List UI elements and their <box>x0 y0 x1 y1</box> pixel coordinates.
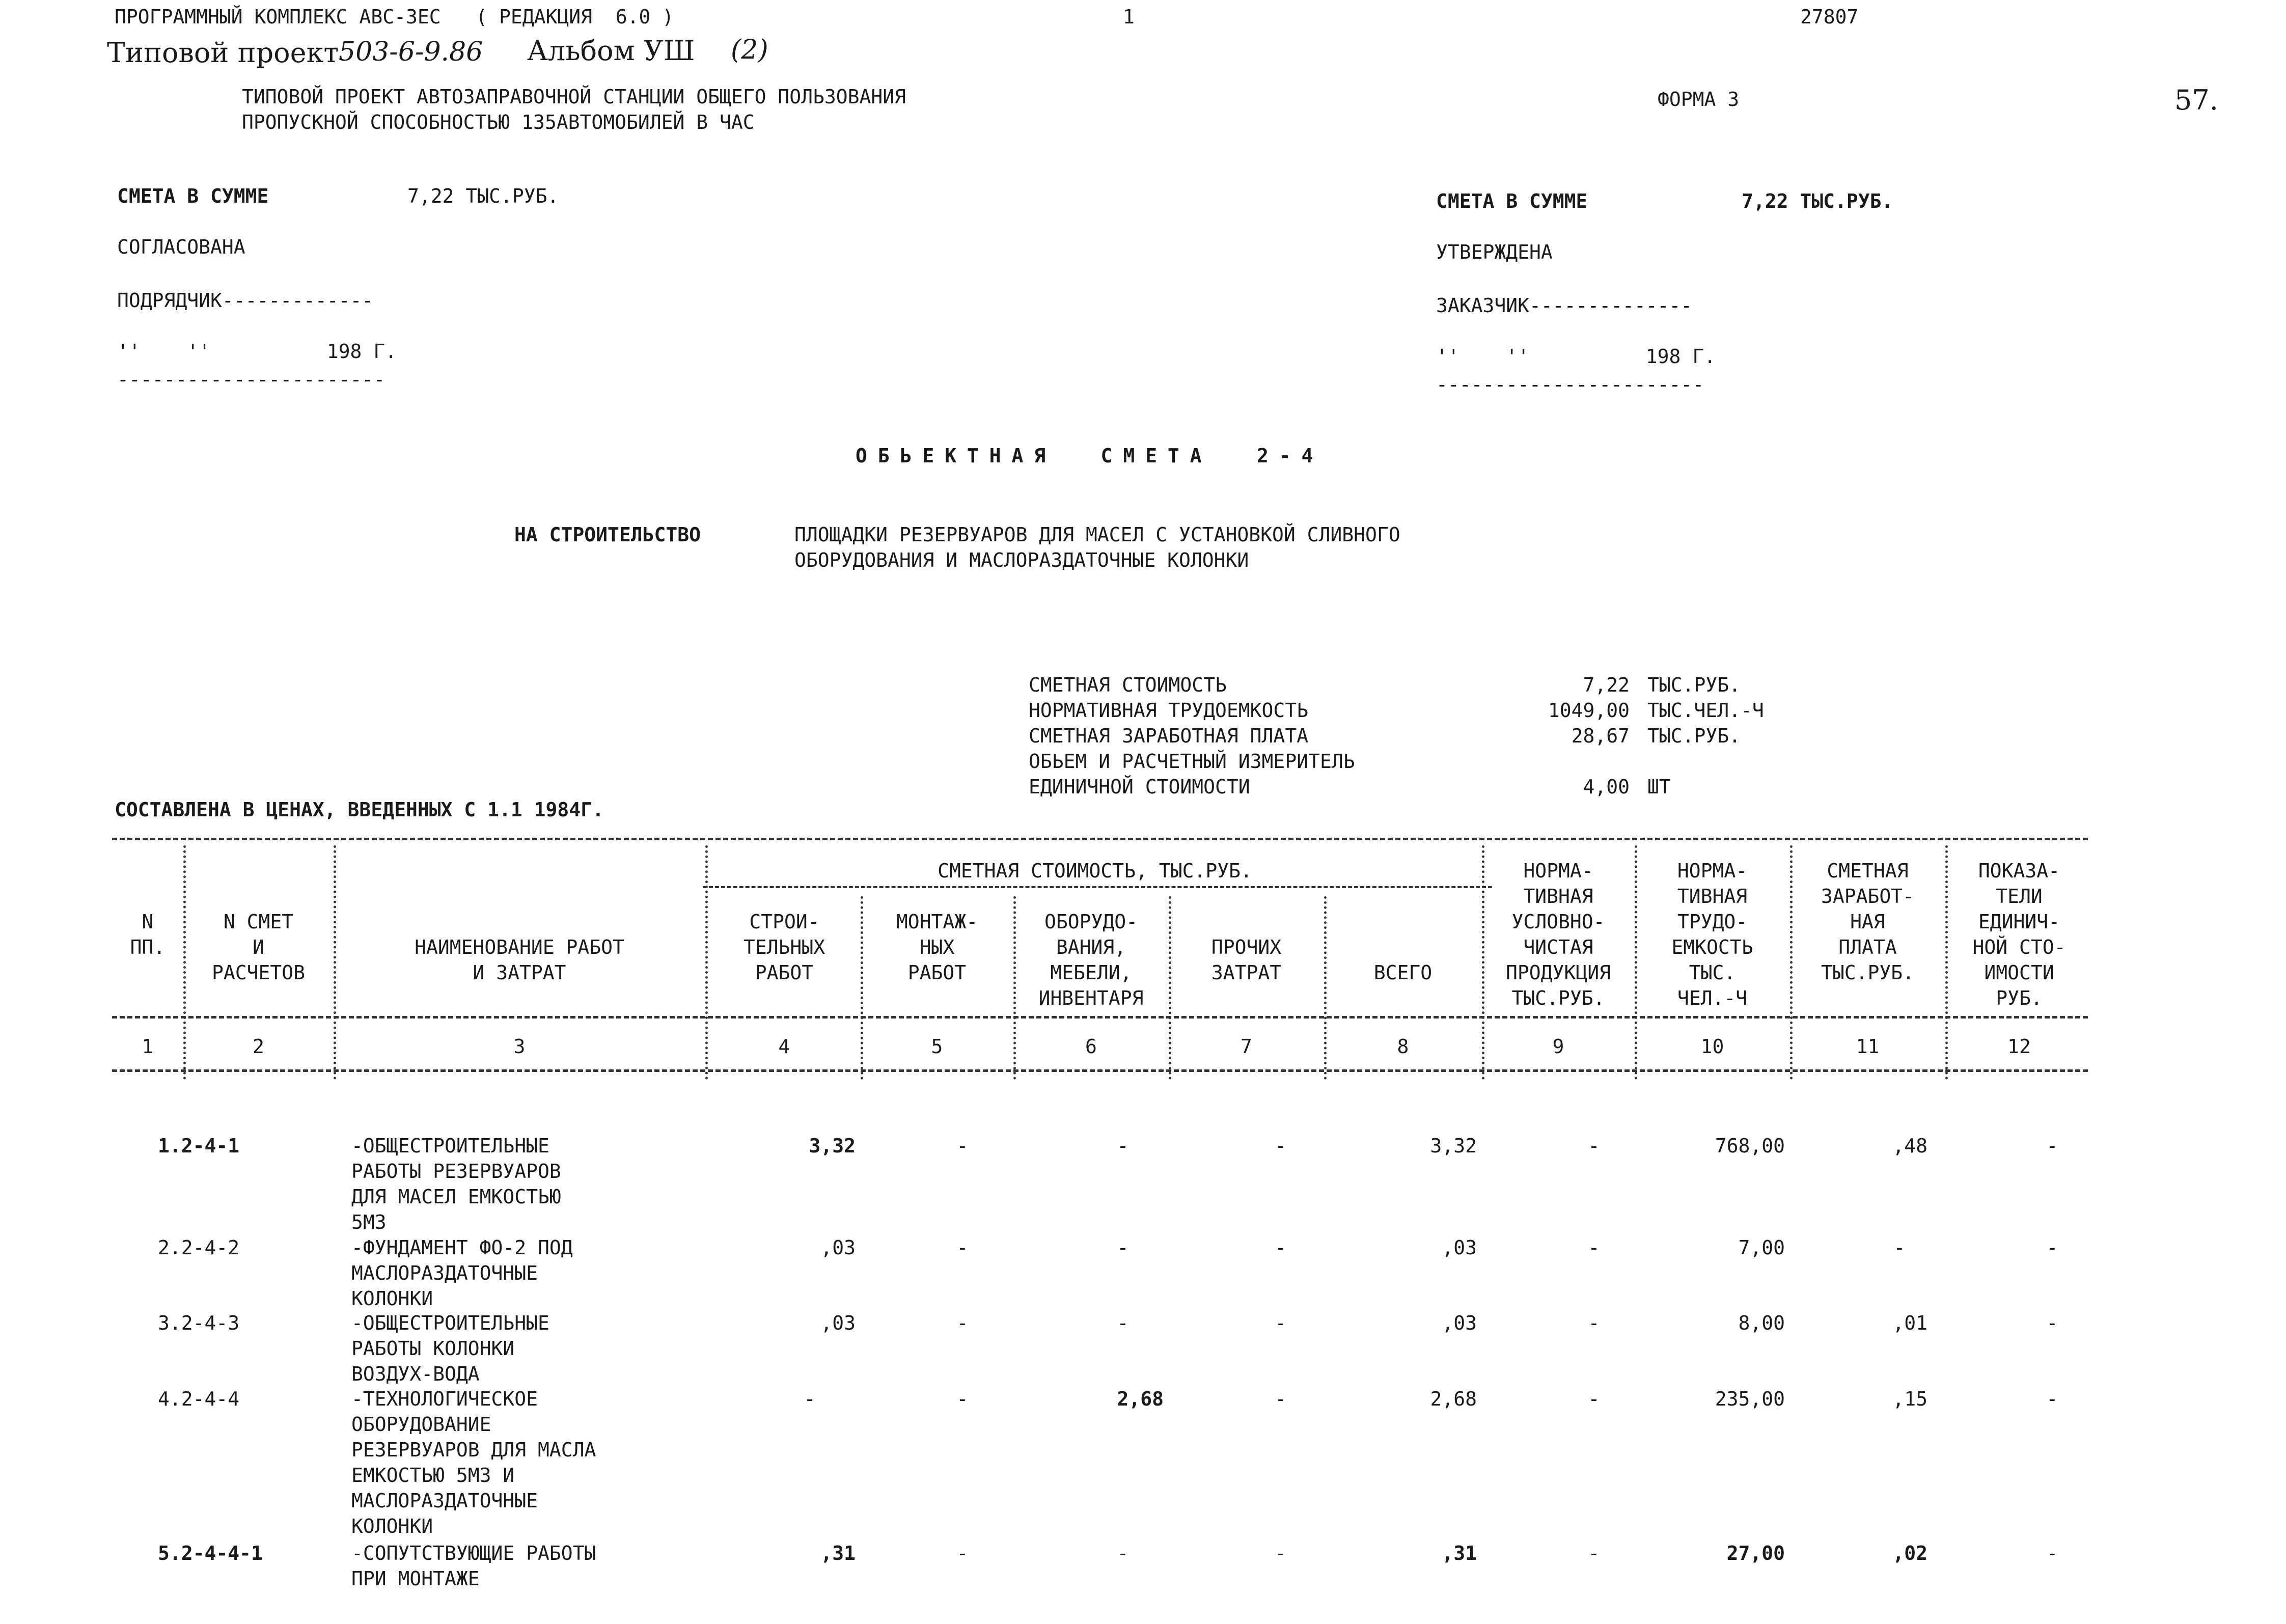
software-line: ПРОГРАММНЫЙ КОМПЛЕКС АВС-ЗЕС ( РЕДАКЦИЯ 6.0 ) <box>115 6 674 28</box>
cell-construction: ,03 <box>820 1312 856 1334</box>
cell-total: ,31 <box>1442 1542 1477 1564</box>
row-code: 5.2-4-4-1 <box>158 1542 263 1564</box>
cell-total: ,03 <box>1442 1236 1477 1259</box>
row-code: 2.2-4-2 <box>158 1236 240 1259</box>
cell-equipment: - <box>1117 1542 1129 1564</box>
right-date: '' '' 198 Г. <box>1436 345 1716 368</box>
summary-unit: ШТ <box>1647 776 1671 798</box>
cell-wages: ,01 <box>1892 1312 1927 1334</box>
summary-block <box>1029 672 1843 805</box>
col-num: 5 <box>931 1035 943 1058</box>
project-label: Типовой проект <box>107 37 339 69</box>
cell-equipment: - <box>1117 1135 1129 1157</box>
subject-line1: ПЛОЩАДКИ РЕЗЕРВУАРОВ ДЛЯ МАСЕЛ С УСТАНОВКОЙ СЛИВНОГО <box>794 524 1400 546</box>
cell-wages: ,02 <box>1892 1542 1927 1564</box>
cell-total: 3,32 <box>1430 1135 1477 1157</box>
cell-total: 2,68 <box>1430 1388 1477 1410</box>
col-head-7: ПРОЧИХ ЗАТРАТ <box>1211 936 1282 984</box>
cell-wages: ,15 <box>1892 1388 1927 1410</box>
col-head-10: НОРМА- ТИВНАЯ ТРУДО- ЕМКОСТЬ ТЫС. ЧЕЛ.-Ч <box>1671 860 1753 1009</box>
summary-unit: ТЫС.РУБ. <box>1647 725 1741 747</box>
cell-wages: - <box>1893 1236 1906 1259</box>
cell-labor: 7,00 <box>1738 1236 1785 1259</box>
left-party: ПОДРЯДЧИК------------- <box>117 289 374 312</box>
col-num: 3 <box>513 1035 526 1058</box>
cell-installation: - <box>956 1312 969 1334</box>
cell-other: - <box>1275 1236 1287 1259</box>
table-top-rule <box>112 838 2088 840</box>
form-label: ФОРМА 3 <box>1658 88 1740 111</box>
col-num: 12 <box>2007 1035 2031 1058</box>
cell-net-product: - <box>1588 1388 1600 1410</box>
left-sum-label: СМЕТА В СУММЕ <box>117 185 269 207</box>
table-row <box>0 1386 2286 1544</box>
cost-group-header: СМЕТНАЯ СТОИМОСТЬ, ТЫС.РУБ. <box>938 860 1252 882</box>
cell-construction: - <box>804 1388 816 1410</box>
cell-net-product: - <box>1588 1312 1600 1334</box>
col-head-6: ОБОРУДО- ВАНИЯ, МЕБЕЛИ, ИНВЕНТАРЯ <box>1038 911 1144 1009</box>
project-number: 503-6-9.86 <box>339 37 483 67</box>
album-label: Альбом УШ <box>527 35 695 67</box>
cell-construction: ,31 <box>820 1542 856 1564</box>
col-head-12: ПОКАЗА- ТЕЛИ ЕДИНИЧ- НОЙ СТО- ИМОСТИ РУБ. <box>1972 860 2066 1009</box>
prices-note: СОСТАВЛЕНА В ЦЕНАХ, ВВЕДЕННЫХ С 1.1 1984Г. <box>115 799 604 821</box>
left-sum-value: 7,22 ТЫС.РУБ. <box>407 185 559 207</box>
col-head-4: СТРОИ- ТЕЛЬНЫХ РАБОТ <box>743 911 825 984</box>
cell-construction: ,03 <box>820 1236 856 1259</box>
table-row <box>0 1235 2286 1311</box>
cell-unit-cost: - <box>2046 1236 2058 1259</box>
cell-other: - <box>1275 1312 1287 1334</box>
summary-value: 7,22 <box>1583 674 1630 696</box>
col-head-11: СМЕТНАЯ ЗАРАБОТ- НАЯ ПЛАТА ТЫС.РУБ. <box>1821 860 1915 984</box>
cell-other: - <box>1275 1388 1287 1410</box>
cell-net-product: - <box>1588 1236 1600 1259</box>
cell-total: ,03 <box>1442 1312 1477 1334</box>
col-head-5: МОНТАЖ- НЫХ РАБОТ <box>896 911 978 984</box>
col-num: 9 <box>1552 1035 1564 1058</box>
summary-label: ОБЬЕМ И РАСЧЕТНЫЙ ИЗМЕРИТЕЛЬ <box>1029 750 1355 773</box>
doc-code: 27807 <box>1800 6 1859 28</box>
album-part: (2) <box>731 35 768 65</box>
subject-prefix: НА СТРОИТЕЛЬСТВО <box>514 524 701 546</box>
cell-labor: 27,00 <box>1726 1542 1785 1564</box>
cell-wages: ,48 <box>1892 1135 1927 1157</box>
right-sum-label: СМЕТА В СУММЕ <box>1436 190 1588 212</box>
cell-equipment: 2,68 <box>1117 1388 1164 1410</box>
summary-unit: ТЫС.РУБ. <box>1647 674 1741 696</box>
cell-installation: - <box>956 1542 969 1564</box>
right-party: ЗАКАЗЧИК-------------- <box>1436 294 1693 317</box>
left-date: '' '' 198 Г. <box>117 340 397 363</box>
summary-value: 4,00 <box>1583 776 1630 798</box>
right-signature-line: ----------------------- <box>1436 373 1704 396</box>
col-num: 1 <box>142 1035 154 1058</box>
col-head-2: N СМЕТ И РАСЧЕТОВ <box>211 911 306 984</box>
project-title-line1: ТИПОВОЙ ПРОЕКТ АВТОЗАПРАВОЧНОЙ СТАНЦИИ ОБЩЕГО ПОЛЬЗОВАНИЯ <box>242 86 906 108</box>
summary-value: 28,67 <box>1571 725 1630 747</box>
row-name: -ОБЩЕСТРОИТЕЛЬНЫЕ РАБОТЫ КОЛОНКИ ВОЗДУХ-ВОДА <box>351 1312 549 1385</box>
cell-installation: - <box>956 1135 969 1157</box>
cell-installation: - <box>956 1388 969 1410</box>
cell-labor: 768,00 <box>1715 1135 1785 1157</box>
col-num: 11 <box>1856 1035 1880 1058</box>
right-status: УТВЕРЖДЕНА <box>1436 241 1553 263</box>
summary-label: СМЕТНАЯ ЗАРАБОТНАЯ ПЛАТА <box>1029 725 1309 747</box>
row-name: -ТЕХНОЛОГИЧЕСКОЕ ОБОРУДОВАНИЕ РЕЗЕРВУАРОВ ДЛЯ МАСЛА ЕМКОСТЬЮ 5М3 И МАСЛОРАЗДАТОЧНЫЕ КОЛОНКИ <box>351 1388 596 1537</box>
row-code: 4.2-4-4 <box>158 1388 240 1410</box>
cell-equipment: - <box>1117 1236 1129 1259</box>
cell-other: - <box>1275 1542 1287 1564</box>
left-signature-line: ----------------------- <box>117 368 385 391</box>
col-num: 7 <box>1241 1035 1252 1058</box>
project-title-line2: ПРОПУСКНОЙ СПОСОБНОСТЬЮ 135АВТОМОБИЛЕЙ В ЧАС <box>242 111 755 133</box>
left-status: СОГЛАСОВАНА <box>117 236 245 258</box>
page-number: 57. <box>2174 84 2218 116</box>
sheet-index: 1 <box>1123 6 1135 28</box>
col-num: 4 <box>778 1035 790 1058</box>
cell-unit-cost: - <box>2046 1388 2058 1410</box>
summary-label: СМЕТНАЯ СТОИМОСТЬ <box>1029 674 1227 696</box>
col-num: 8 <box>1397 1035 1409 1058</box>
cell-other: - <box>1275 1135 1287 1157</box>
col-num: 2 <box>253 1035 264 1058</box>
summary-label: НОРМАТИВНАЯ ТРУДОЕМКОСТЬ <box>1029 699 1309 722</box>
cell-construction: 3,32 <box>809 1135 856 1157</box>
cell-net-product: - <box>1588 1135 1600 1157</box>
cost-group-rule <box>703 886 1492 888</box>
document-title: ОБЬЕКТНАЯ СМЕТА 2-4 <box>856 445 1324 467</box>
summary-label: ЕДИНИЧНОЙ СТОИМОСТИ <box>1029 776 1250 798</box>
cell-labor: 8,00 <box>1738 1312 1785 1334</box>
right-sum-value: 7,22 ТЫС.РУБ. <box>1742 190 1893 212</box>
row-name: -ФУНДАМЕНТ ФО-2 ПОД МАСЛОРАЗДАТОЧНЫЕ КОЛОНКИ <box>351 1236 573 1310</box>
cell-unit-cost: - <box>2046 1542 2058 1564</box>
cell-unit-cost: - <box>2046 1312 2058 1334</box>
subject-line2: ОБОРУДОВАНИЯ И МАСЛОРАЗДАТОЧНЫЕ КОЛОНКИ <box>794 549 1249 571</box>
row-name: -ОБЩЕСТРОИТЕЛЬНЫЕ РАБОТЫ РЕЗЕРВУАРОВ ДЛЯ МАСЕЛ ЕМКОСТЬЮ 5М3 <box>351 1135 561 1233</box>
col-head-9: НОРМА- ТИВНАЯ УСЛОВНО- ЧИСТАЯ ПРОДУКЦИЯ ТЫС.РУБ. <box>1506 860 1611 1009</box>
cell-equipment: - <box>1117 1312 1129 1334</box>
table-row <box>0 1540 2286 1597</box>
cell-net-product: - <box>1588 1542 1600 1564</box>
summary-value: 1049,00 <box>1548 699 1630 722</box>
col-head-3: НАИМЕНОВАНИЕ РАБОТ И ЗАТРАТ <box>415 936 624 984</box>
cell-installation: - <box>956 1236 969 1259</box>
row-code: 3.2-4-3 <box>158 1312 240 1334</box>
cell-labor: 235,00 <box>1715 1388 1785 1410</box>
row-code: 1.2-4-1 <box>158 1135 240 1157</box>
summary-unit: ТЫС.ЧЕЛ.-Ч <box>1647 699 1764 722</box>
col-head-1: N ПП. <box>130 911 166 958</box>
col-head-8: ВСЕГО <box>1373 961 1433 984</box>
cell-unit-cost: - <box>2046 1135 2058 1157</box>
table-row <box>0 1310 2286 1387</box>
col-num: 10 <box>1700 1035 1724 1058</box>
col-num: 6 <box>1085 1035 1097 1058</box>
row-name: -СОПУТСТВУЮЩИЕ РАБОТЫ ПРИ МОНТАЖЕ <box>351 1542 596 1590</box>
